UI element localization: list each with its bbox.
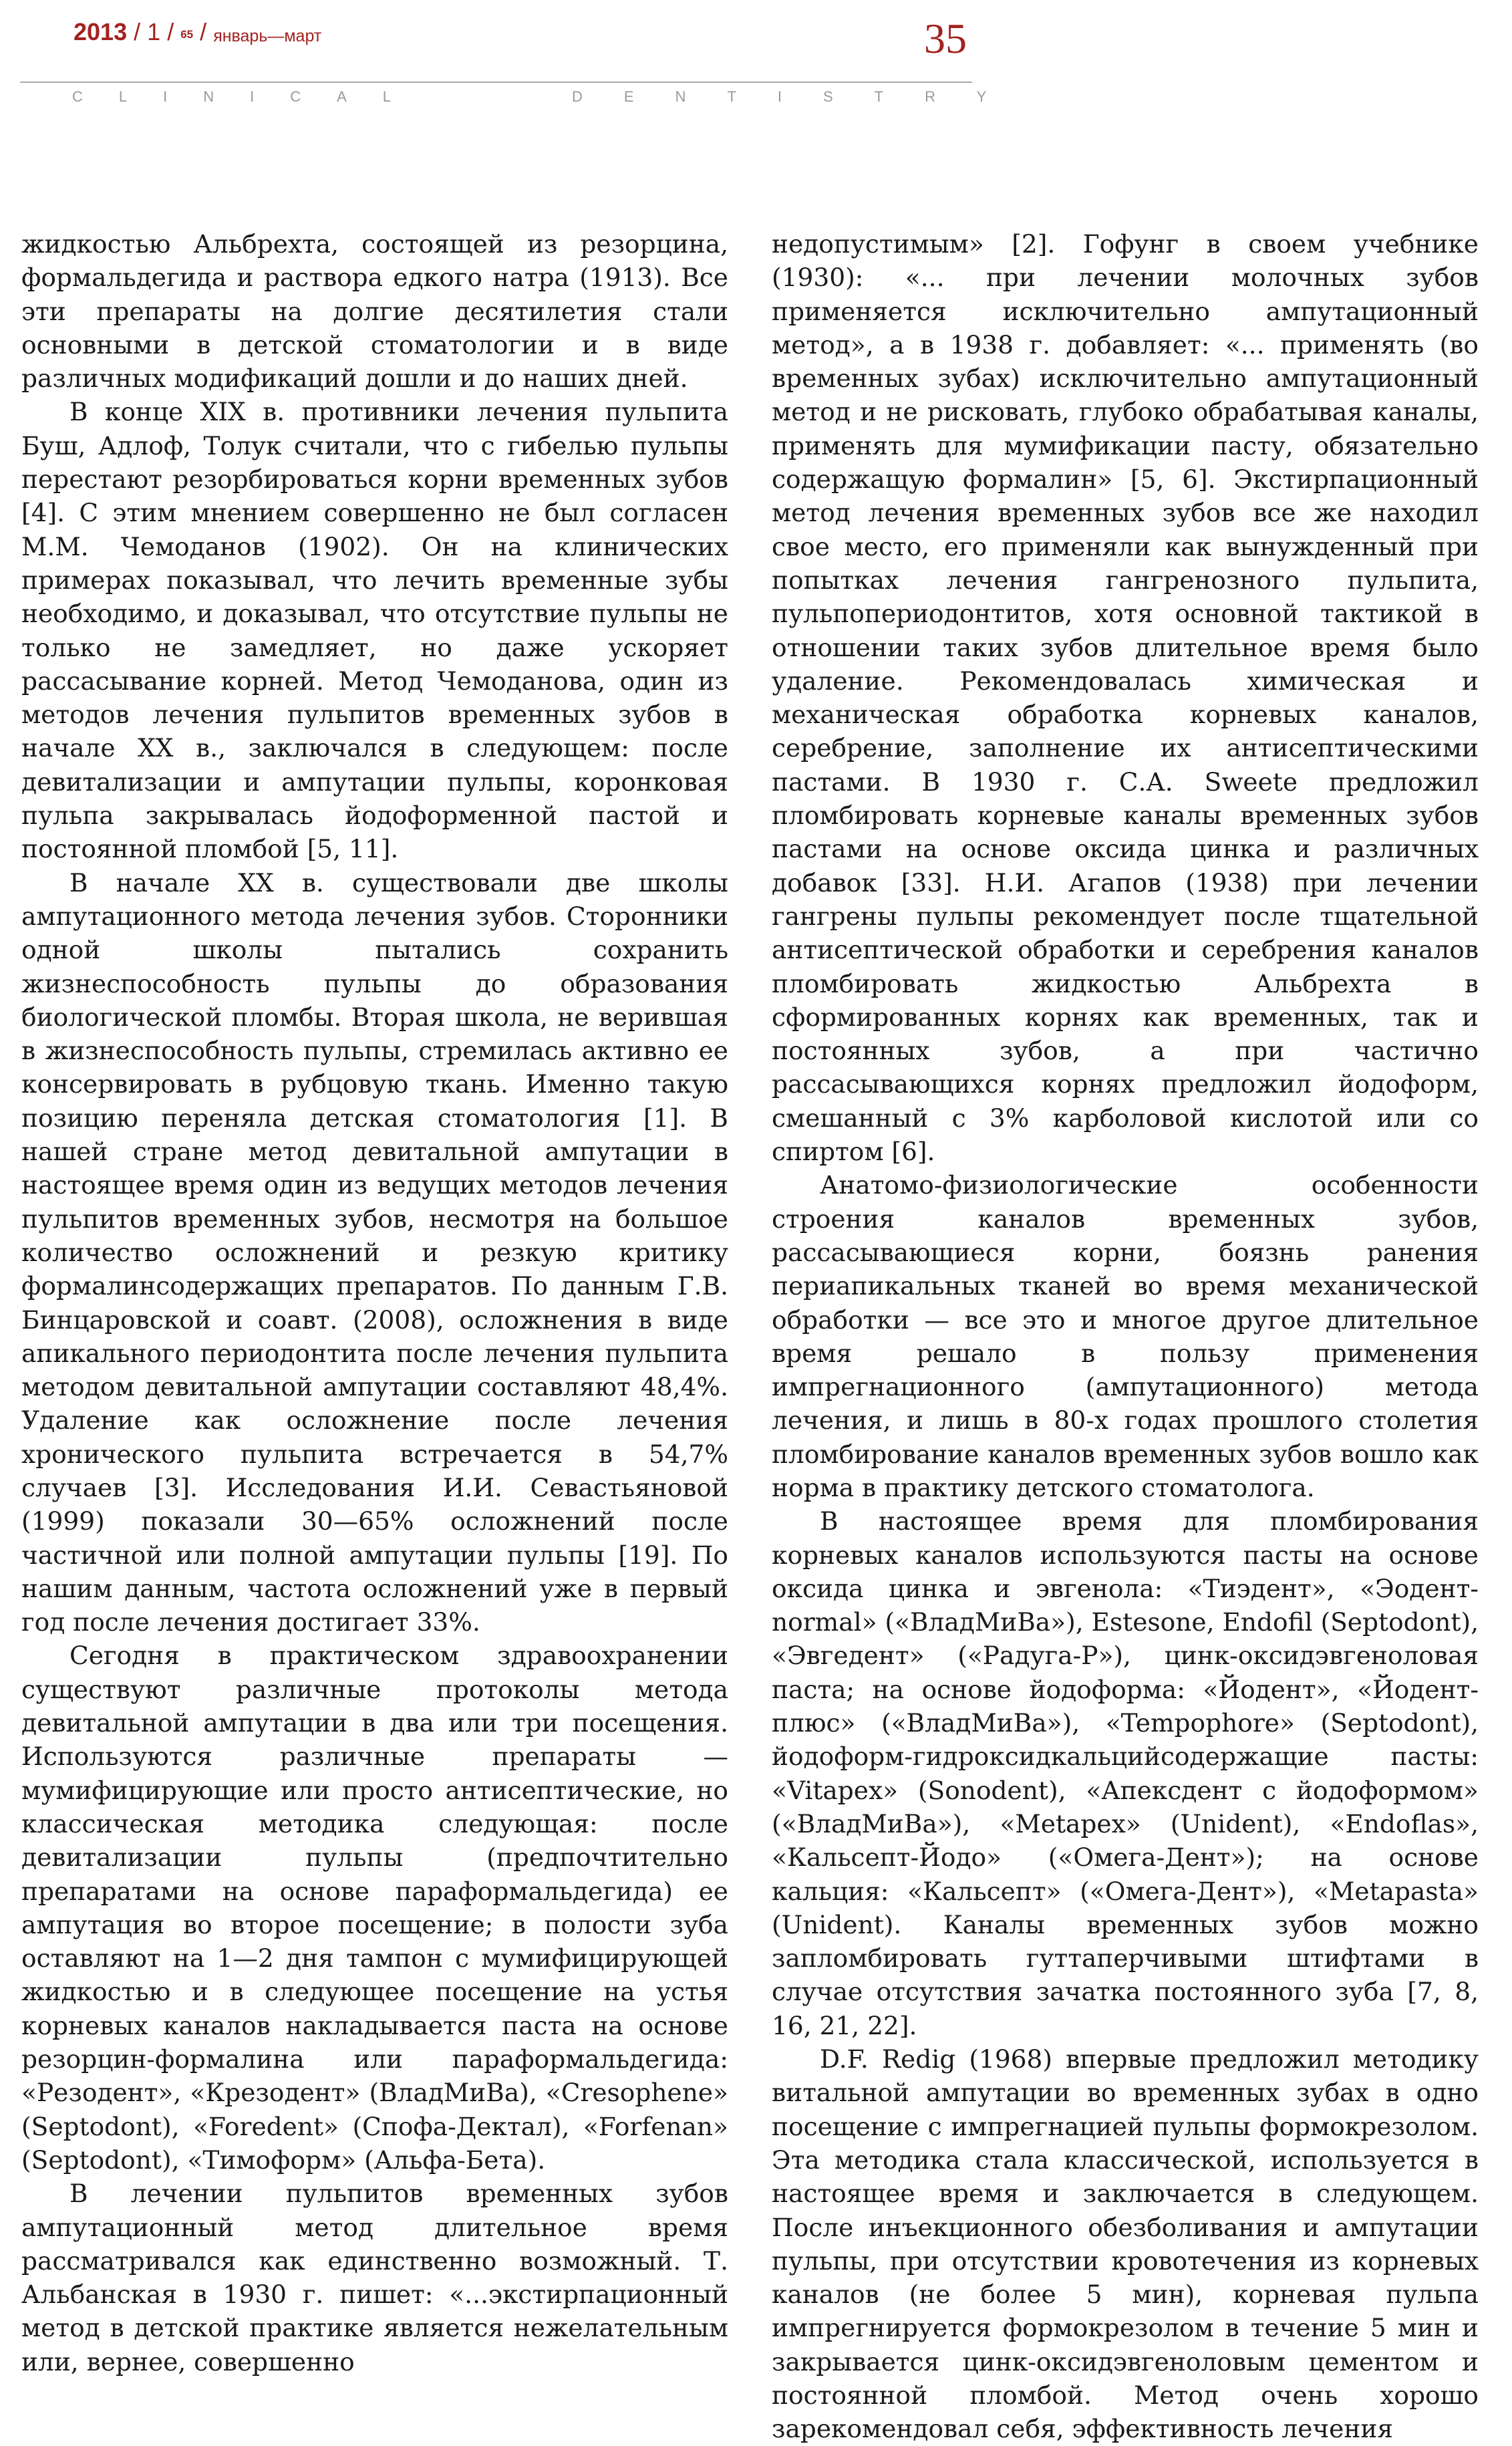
issue-number: 1 [147,18,161,45]
paragraph: В начале XX в. существовали две школы ампутационного метода лечения зубов. Сторонники одной школы пытались сохранить жизнеспособность пульпы до образования биологической пломбы. Вторая школа, не верившая в жизнеспособность пульпы, стремилась активно ее консервировать в рубцовую ткань. Именно такую позицию переняла детская стоматология [1]. В нашей стране метод девитальной ампутации в настоящее время один из ведущих методов лечения пульпитов временных зубов, несмотря на большое количество осложнений и резкую критику формалинсодержащих препаратов. По данным Г.В. Бинцаровской и соавт. (2008), осложнения в виде апикального периодонтита после лечения пульпита методом девитальной ампутации составляют 48,4%. Удаление как осложнение после лечения хронического пульпита встречается в 54,7% случаев [3]. Исследования И.И. Севастьяновой (1999) показали 30—65% осложнений после частичной или полной ампутации пульпы [19]. По нашим данным, частота осложнений уже в первый год после лечения достигает 33%. [21,867,728,1637]
page-number: 35 [924,15,967,62]
left-column [21,227,728,2379]
page-header [20,12,1028,112]
issue-total-number: 65 [180,28,194,41]
paragraph: В лечении пульпитов временных зубов ампутационный метод длительное время рассматривался как единственно возможный. Т. Альбанская в 1930 г. пишет: «...экстирпационный метод в детской практике является нежелательным или, вернее, совершенно [21,2179,728,2376]
journal-title [20,88,1028,108]
paragraph: D.F. Redig (1968) впервые предложил методику витальной ампутации во временных зубах в одно посещение с импрегнацией пульпы формокрезолом. Эта методика стала классической, используется в настоящее время и заключается в следующем. После инъекционного обезболивания и ампутации пульпы, при отсутствии кровотечения из корневых каналов (не более 5 мин), корневая пульпа импрегнируется формокрезолом в течение 5 мин и закрывается цинк-оксидэвгеноловым цементом и постоянной пломбой. Метод очень хорошо зарекомендовал себя, эффективность лечения [772,2044,1479,2444]
right-column [772,227,1479,2446]
header-divider [20,82,972,83]
issue-year: 2013 [73,18,128,45]
paragraph: Анатомо-физиологические особенности строения каналов временных зубов, рассасывающиеся корни, боязнь ранения периапикальных тканей во время механической обработки — все это и многое другое длительное время решало в пользу применения импрегнационного (ампутационного) метода лечения, и лишь в 80-х годах прошлого столетия пломбирование каналов временных зубов вошло как норма в практику детского стоматолога. [772,1170,1479,1502]
issue-info: 2013 / 1 / $^{65}$ / $^{январь—март}$ [73,18,322,45]
paragraph: недопустимым» [2]. Гофунг в своем учебнике (1930): «... при лечении молочных зубов применяется исключительно ампутационный метод», а в 1938 г. добавляет: «... применять (во временных зубах) исключительно ампутационный метод и не рисковать, глубоко обрабатывая каналы, применять для мумификации пасту, обязательно содержащую формалин» [5, 6]. Экстирпационный метод лечения временных зубов все же находил свое место, его применяли как вынужденный при попытках лечения гангренозного пульпита, пульпопериодонтитов, хотя основной тактикой в отношении таких зубов длительное время было удаление. Рекомендовалась химическая и механическая обработка корневых каналов, серебрение, заполнение их антисептическими пастами. В 1930 г. С.А. Sweete предложил пломбировать корневые каналы временных зубов пастами на основе оксида цинка и различных добавок [33]. Н.И. Агапов (1938) при лечении гангрены пульпы рекомендует после тщательной антисептической обработки и серебрения каналов пломбировать жидкостью Альбрехта в сформированных корнях как временных, так и постоянных зубов, а при частично рассасывающихся корнях предложил йодоформ, смешанный с 3% карболовой кислотой или со спиртом [6]. [772,229,1479,1167]
journal-word-dentistry: DENTISTRY [572,88,1028,105]
paragraph: В настоящее время для пломбирования корневых каналов используются пасты на основе оксида цинка и эвгенола: «Тиэдент», «Эодент-normal» («ВладМиВа»), Estesone, Endofil (Septodont), «Эвгедент» («Радуга-Р»), цинк-оксидэвгеноловая паста; на основе йодоформа: «Йодент», «Йодент-плюс» («ВладМиВа»), «Tempophore» (Septodont), йодоформ-гидроксидкальцийсодержащие пасты: «Vitapex» (Sonodent), «Апексдент с йодоформом» («ВладМиВа»), «Metapex» (Unident), «Endoflas», «Кальсепт-Йодо» («Омега-Дент»); на основе кальция: «Кальсепт» («Омега-Дент»), «Metapasta» (Unident). Каналы временных зубов можно запломбировать гуттаперчивыми штифтами в случае отсутствия зачатка постоянного зуба [7, 8, 16, 21, 22]. [772,1506,1479,2040]
issue-months: январь—март [213,27,322,45]
paragraph: Сегодня в практическом здравоохранении существуют различные протоколы метода девитальной ампутации в два или три посещения. Используются различные препараты — мумифицирующие или просто антисептические, но классическая методика следующая: после девитализации пульпы (предпочтительно препаратами на основе параформальдегида) ее ампутация во второе посещение; в полости зуба оставляют на 1—2 дня тампон с мумифицирующей жидкостью и в следующее посещение на устья корневых каналов накладывается паста на основе резорцин-формалина или параформальдегида: «Резодент», «Крезодент» (ВладМиВа), «Cresophene» (Septodont), «Foredent» (Спофа-Дектал), «Forfenan» (Septodont), «Тимоформ» (Альфа-Бета). [21,1641,728,2175]
journal-word-clinical: CLINICAL [72,88,428,105]
paragraph: жидкостью Альбрехта, состоящей из резорцина, формальдегида и раствора едкого натра (1913). Все эти препараты на долгие десятилетия стали основными в детской стоматологии и в виде различных модификаций дошли и до наших дней. [21,229,728,394]
paragraph: В конце XIX в. противники лечения пульпита Буш, Адлоф, Толук считали, что с гибелью пульпы перестают резорбироваться корни временных зубов [4]. С этим мнением совершенно не был согласен М.М. Чемоданов (1902). Он на клинических примерах показывал, что лечить временные зубы необходимо, и доказывал, что отсутствие пульпы не только не замедляет, но даже ускоряет рассасывание корней. Метод Чемоданова, один из методов лечения пульпитов временных зубов в начале XX в., заключался в следующем: после девитализации и ампутации пульпы, коронковая пульпа закрывалась йодоформенной пастой и постоянной пломбой [5, 11]. [21,397,728,864]
